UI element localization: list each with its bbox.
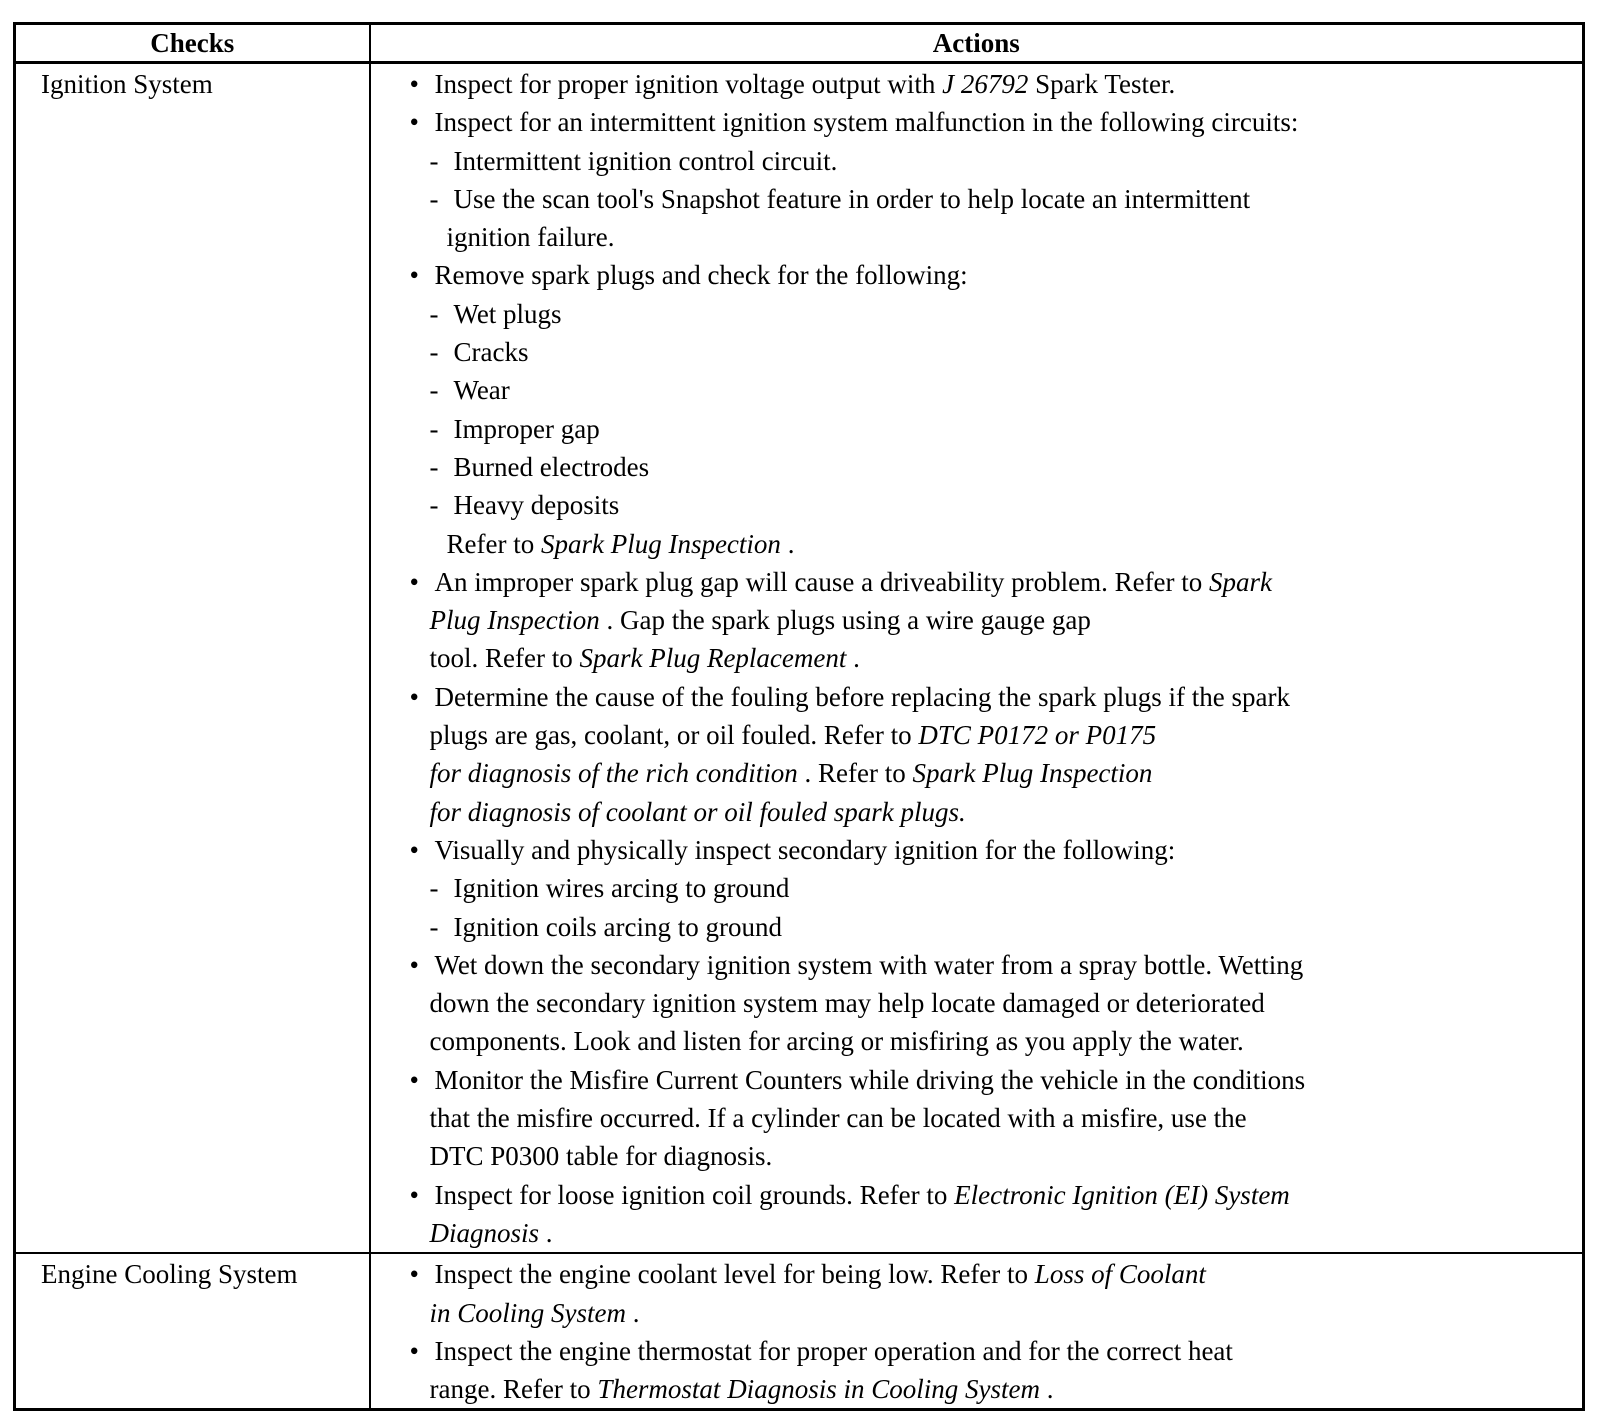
action-text: . Refer to — [797, 758, 913, 789]
action-text: Burned electrodes — [453, 451, 650, 482]
bullet-marker: • — [409, 681, 419, 712]
reference-text: Electronic Ignition (EI) System — [954, 1179, 1290, 1210]
reference-text: for diagnosis of the rich condition — [429, 758, 798, 789]
bullet-marker: • — [409, 260, 419, 291]
bullet-item — [371, 103, 1583, 141]
dash-marker: - — [429, 375, 439, 406]
action-text: components. Look and listen for arcing or misfiring as you apply the water. — [429, 1026, 1244, 1057]
action-text: . Gap the spark plugs using a wire gauge gap — [599, 605, 1091, 636]
continuation-line — [371, 793, 1583, 831]
bullet-item — [371, 1255, 1583, 1293]
bullet-marker: • — [409, 1064, 419, 1095]
dash-marker: - — [429, 337, 439, 368]
action-text: range. Refer to — [429, 1374, 598, 1405]
action-text: . — [1039, 1374, 1054, 1405]
action-text: Wear — [453, 375, 510, 406]
reference-text: Spark Plug Inspection — [540, 528, 781, 559]
dash-marker: - — [429, 873, 439, 904]
bullet-item — [371, 678, 1583, 716]
reference-text: J 26792 — [942, 69, 1029, 99]
bullet-marker: • — [409, 566, 419, 597]
continuation-line — [371, 1137, 1583, 1175]
continuation-line — [371, 754, 1583, 792]
action-text: Cracks — [453, 337, 529, 368]
reference-text: Loss of Coolant — [1034, 1259, 1206, 1290]
bullet-item — [371, 1176, 1583, 1214]
action-text: Heavy deposits — [453, 490, 620, 521]
continuation-line — [371, 1294, 1583, 1332]
dash-item — [371, 486, 1583, 524]
action-text: Refer to — [446, 528, 541, 559]
action-text: Wet down the secondary ignition system with water from a spray bottle. Wetting — [434, 949, 1304, 980]
bullet-item — [371, 563, 1583, 601]
actions-cell — [370, 1253, 1584, 1410]
bullet-item — [371, 946, 1583, 984]
action-text: that the misfire occurred. If a cylinder can be located with a misfire, use the — [429, 1103, 1247, 1134]
continuation-line — [371, 1099, 1583, 1137]
table-row-ignition-system — [15, 63, 1584, 1254]
reference-text: in Cooling System — [429, 1297, 626, 1328]
bullet-item — [371, 256, 1583, 294]
table-row-engine-cooling-system — [15, 1253, 1584, 1410]
dash-marker: - — [429, 145, 439, 176]
reference-text: Spark Plug Replacement — [579, 643, 847, 674]
dash-item — [371, 295, 1583, 333]
bullet-marker: • — [409, 949, 419, 980]
reference-text: Diagnosis — [429, 1217, 540, 1248]
action-text: Monitor the Misfire Current Counters while driving the vehicle in the conditions — [434, 1064, 1306, 1095]
action-text: Inspect for proper ignition voltage output with — [434, 69, 943, 99]
action-text: Inspect for loose ignition coil grounds. Refer to — [434, 1179, 955, 1210]
bullet-marker: • — [409, 1335, 419, 1366]
reference-text: Spark — [1209, 566, 1273, 597]
dash-item — [371, 180, 1583, 218]
continuation-line — [371, 1022, 1583, 1060]
bullet-marker: • — [409, 107, 419, 138]
dash-item — [371, 333, 1583, 371]
action-text: ignition failure. — [446, 222, 615, 253]
reference-text: DTC P0172 or P0175 — [918, 720, 1157, 751]
continuation-line — [371, 601, 1583, 639]
action-text: down the secondary ignition system may help locate damaged or deteriorated — [429, 988, 1265, 1019]
action-text: tool. Refer to — [429, 643, 580, 674]
dash-item — [371, 410, 1583, 448]
actions-cell — [370, 63, 1584, 1254]
action-text: Determine the cause of the fouling before replacing the spark plugs if the spark — [434, 681, 1290, 712]
action-text: Wet plugs — [453, 298, 562, 329]
bullet-item — [371, 1332, 1583, 1370]
continuation-line — [371, 984, 1583, 1022]
reference-text: Thermostat Diagnosis in Cooling System — [597, 1374, 1040, 1405]
dash-marker: - — [429, 490, 439, 521]
reference-text: for diagnosis of coolant or oil fouled spark plugs. — [429, 796, 966, 827]
bullet-marker: • — [409, 834, 419, 865]
action-text: . — [846, 643, 860, 674]
continuation-line — [371, 639, 1583, 677]
action-text: . — [626, 1297, 640, 1328]
dash-item — [371, 869, 1583, 907]
continuation-line — [371, 716, 1583, 754]
check-cell: Engine Cooling System — [15, 1253, 370, 1410]
dash-marker: - — [429, 451, 439, 482]
checks-actions-table — [13, 22, 1585, 1411]
action-text: plugs are gas, coolant, or oil fouled. Refer to — [429, 720, 919, 751]
dash-marker: - — [429, 911, 439, 942]
action-text: . — [539, 1217, 553, 1248]
dash-marker: - — [429, 298, 439, 329]
continuation-line — [371, 1214, 1583, 1252]
dash-item — [371, 908, 1583, 946]
continuation-line — [371, 1370, 1583, 1408]
action-text: Improper gap — [453, 413, 600, 444]
dash-marker: - — [429, 413, 439, 444]
dash-item — [371, 371, 1583, 409]
action-text: Intermittent ignition control circuit. — [453, 145, 838, 176]
action-text: . — [780, 528, 795, 559]
header-actions: Actions — [370, 24, 1584, 63]
action-text: Visually and physically inspect secondary ignition for the following: — [434, 834, 1176, 865]
header-checks: Checks — [15, 24, 370, 63]
bullet-item — [371, 831, 1583, 869]
action-text: Inspect the engine thermostat for proper operation and for the correct heat — [434, 1335, 1233, 1366]
dash-item — [371, 448, 1583, 486]
reference-text: Spark Plug Inspection — [912, 758, 1153, 789]
action-text: An improper spark plug gap will cause a driveability problem. Refer to — [434, 566, 1210, 597]
action-text: Ignition coils arcing to ground — [453, 911, 782, 942]
bullet-marker: • — [409, 69, 419, 99]
action-text: Spark Tester. — [1028, 69, 1176, 99]
action-text: Use the scan tool's Snapshot feature in order to help locate an intermittent — [453, 183, 1251, 214]
dash-item — [371, 142, 1583, 180]
dash-marker: - — [429, 183, 439, 214]
bullet-item — [371, 65, 1583, 103]
action-text: Ignition wires arcing to ground — [453, 873, 790, 904]
bullet-marker: • — [409, 1259, 419, 1290]
action-text: Inspect the engine coolant level for being low. Refer to — [434, 1259, 1035, 1290]
reference-text: Plug Inspection — [429, 605, 600, 636]
bullet-marker: • — [409, 1179, 419, 1210]
action-text: Remove spark plugs and check for the following: — [434, 260, 968, 291]
action-text: DTC P0300 table for diagnosis. — [429, 1141, 773, 1172]
continuation-line — [371, 525, 1583, 563]
bullet-item — [371, 1061, 1583, 1099]
header-row — [15, 24, 1584, 63]
action-text: Inspect for an intermittent ignition system malfunction in the following circuits: — [434, 107, 1299, 138]
continuation-line — [371, 218, 1583, 256]
check-cell: Ignition System — [15, 63, 370, 1254]
